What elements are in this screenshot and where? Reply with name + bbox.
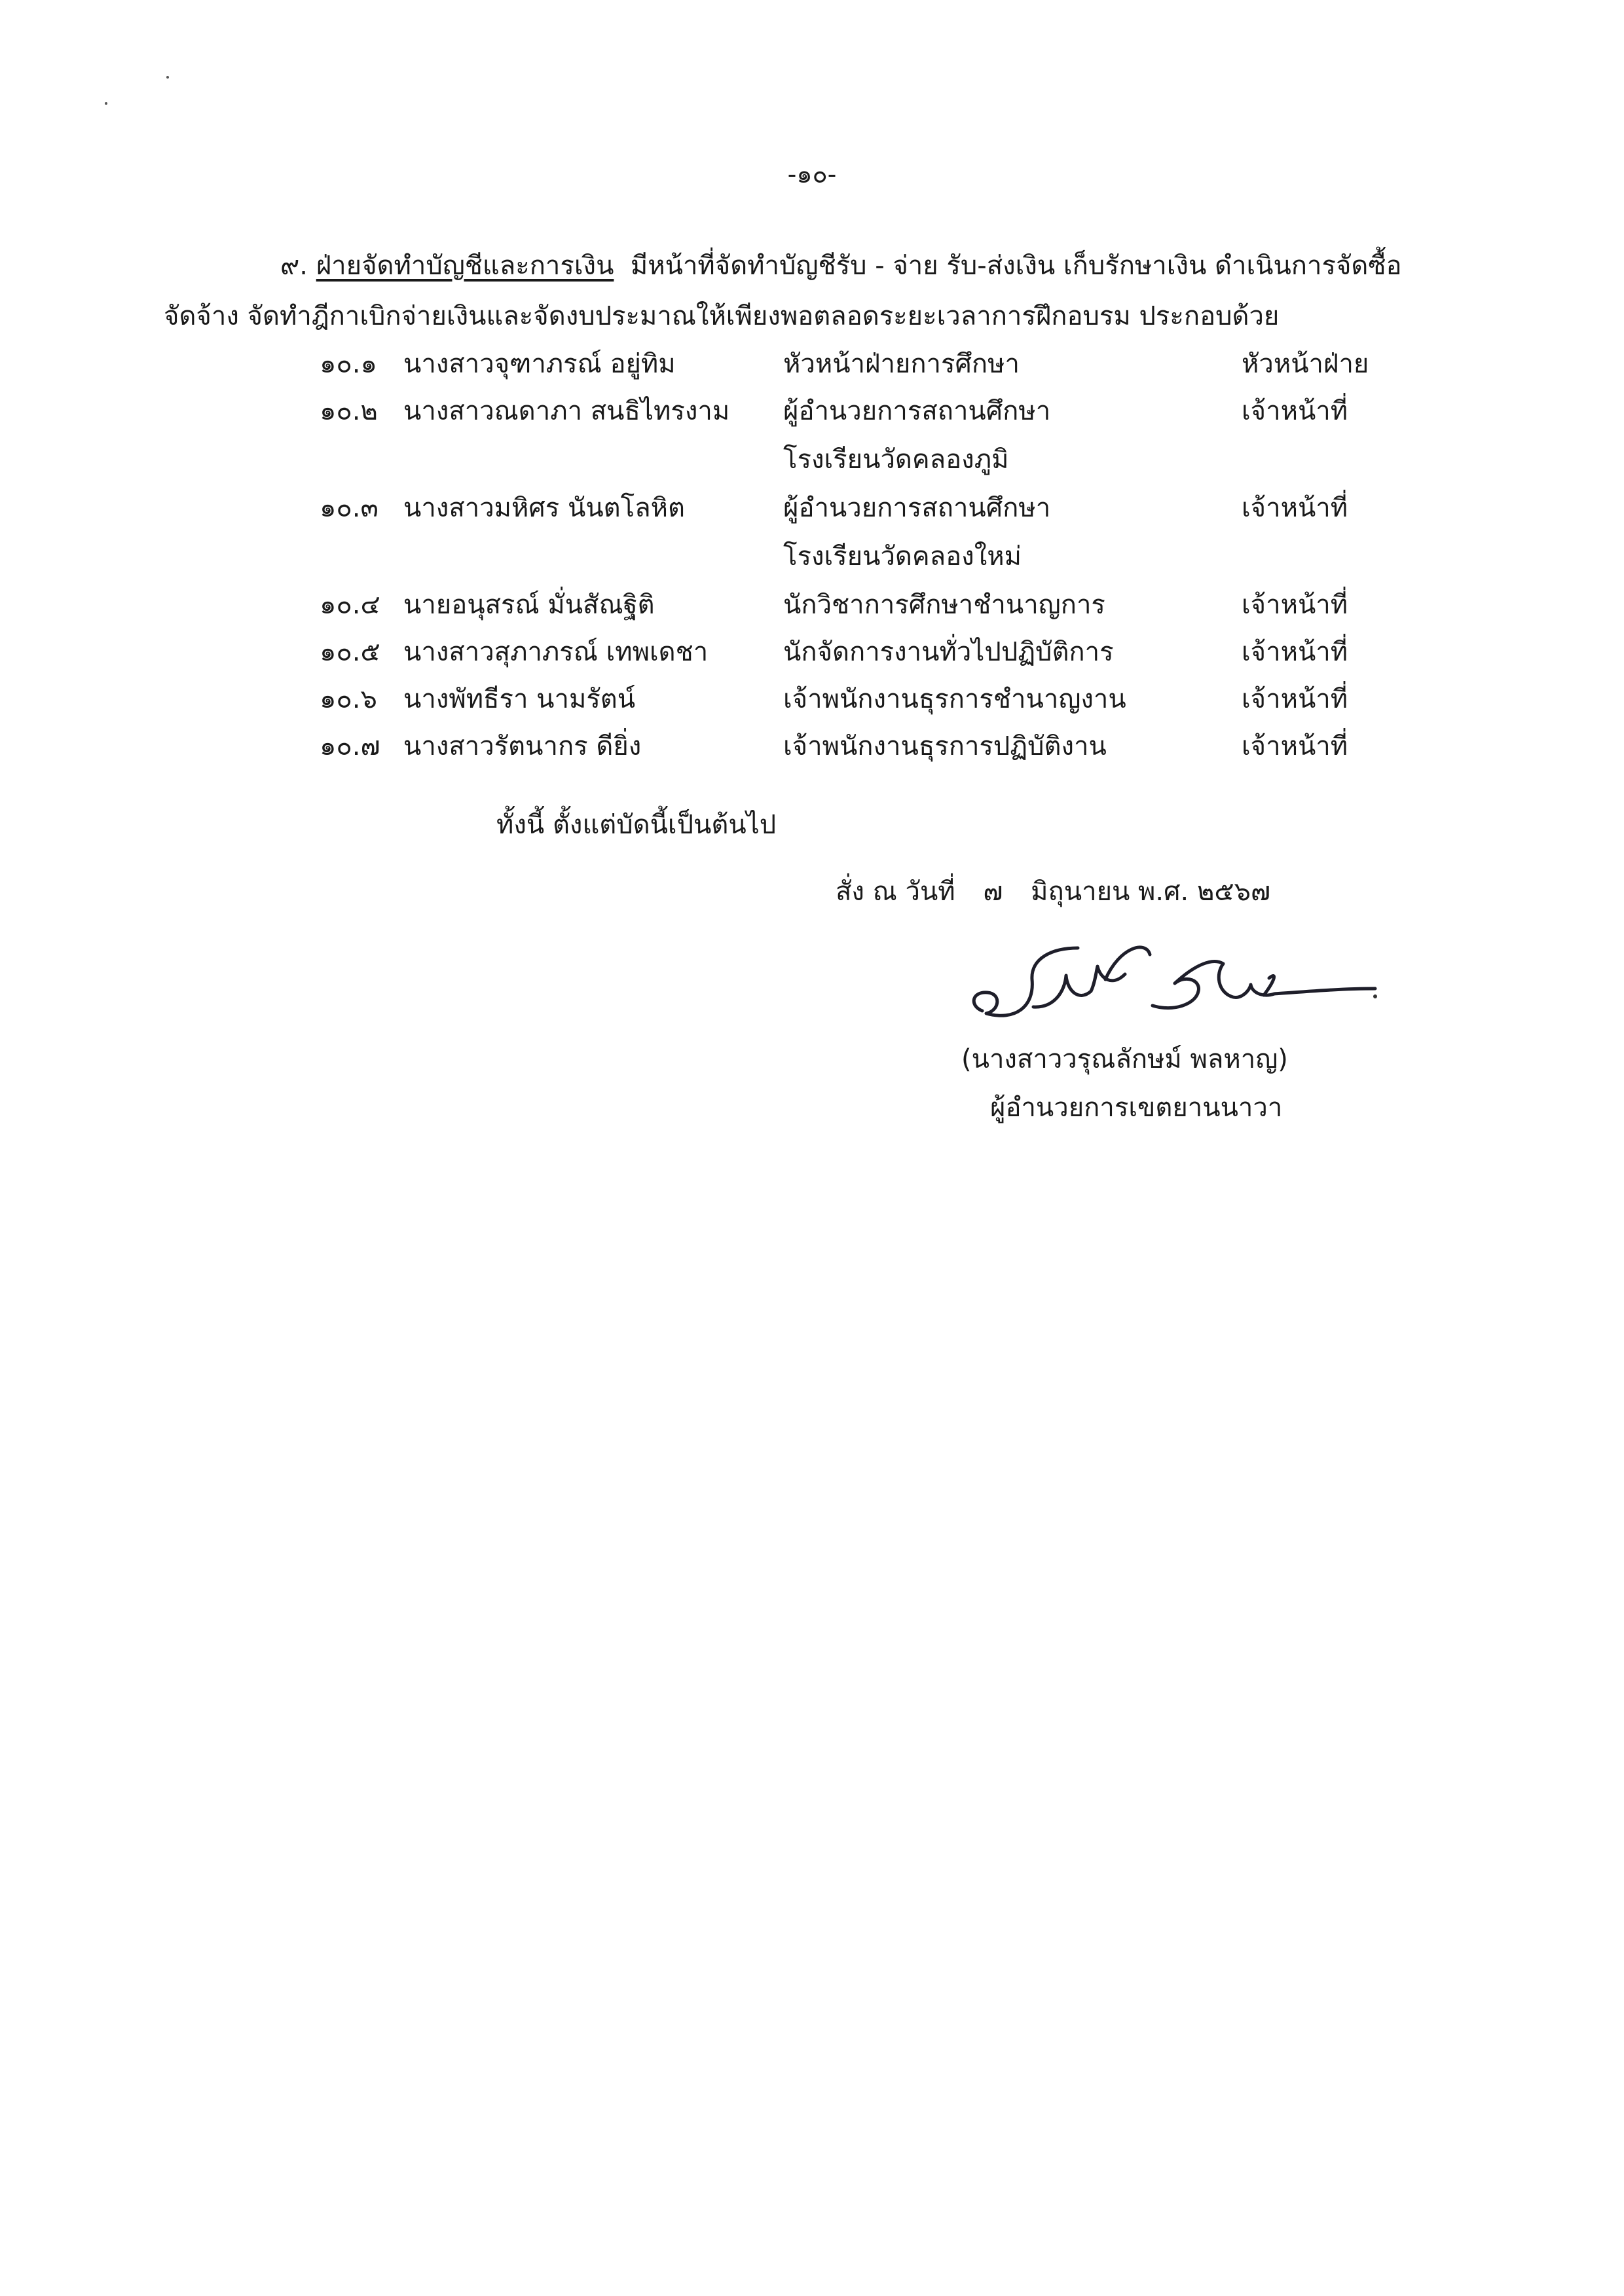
member-number: ๑๐.๖ <box>320 684 377 714</box>
scan-speck <box>105 102 107 105</box>
member-name: นางสาวจุฑาภรณ์ อยู่ทิม <box>403 349 676 379</box>
member-number: ๑๐.๔ <box>320 590 380 620</box>
member-number: ๑๐.๗ <box>320 731 380 761</box>
member-position: หัวหน้าฝ่ายการศึกษา <box>783 349 1020 379</box>
member-number: ๑๐.๓ <box>320 493 378 523</box>
member-role: หัวหน้าฝ่าย <box>1242 349 1369 379</box>
member-number: ๑๐.๕ <box>320 637 380 667</box>
signature-dot <box>1373 994 1377 998</box>
date-month-year: มิถุนายน พ.ศ. ๒๕๖๗ <box>1031 877 1271 907</box>
member-name: นายอนุสรณ์ มั่นสัณฐิติ <box>403 590 655 620</box>
member-number: ๑๐.๒ <box>320 396 378 426</box>
member-position: ผู้อำนวยการสถานศึกษา <box>783 396 1051 426</box>
member-position: นักวิชาการศึกษาชำนาญการ <box>783 590 1105 620</box>
member-name: นางสาวมหิศร นันตโลหิต <box>403 493 685 523</box>
section-heading: ฝ่ายจัดทำบัญชีและการเงิน <box>316 251 614 281</box>
paragraph-line-2: จัดจ้าง จัดทำฎีกาเบิกจ่ายเงินและจัดงบประมาณให้เพียงพอตลอดระยะเวลาการฝึกอบรม ประกอบด้วย <box>164 301 1280 331</box>
member-role: เจ้าหน้าที่ <box>1242 493 1348 523</box>
date-day: ๗ <box>983 877 1003 907</box>
date-prefix: สั่ง ณ วันที่ <box>836 877 955 907</box>
member-role: เจ้าหน้าที่ <box>1242 731 1348 761</box>
member-name: นางพัทธีรา นามรัตน์ <box>403 684 636 714</box>
signer-name: (นางสาววรุณลักษม์ พลหาญ) <box>961 1044 1288 1074</box>
member-position-line-2: โรงเรียนวัดคลองภูมิ <box>783 445 1009 475</box>
member-number: ๑๐.๑ <box>320 349 377 379</box>
member-role: เจ้าหน้าที่ <box>1242 590 1348 620</box>
section-number: ๙. <box>280 251 308 281</box>
closing-statement: ทั้งนี้ ตั้งแต่บัดนี้เป็นต้นไป <box>496 810 777 840</box>
scan-speck <box>166 76 169 79</box>
paragraph-text: มีหน้าที่จัดทำบัญชีรับ - จ่าย รับ-ส่งเงิน เก็บรักษาเงิน ดำเนินการจัดซื้อ <box>630 251 1402 281</box>
member-position: เจ้าพนักงานธุรการปฏิบัติงาน <box>783 731 1107 761</box>
member-position: เจ้าพนักงานธุรการชำนาญงาน <box>783 684 1126 714</box>
signer-title: ผู้อำนวยการเขตยานนาวา <box>990 1093 1283 1123</box>
handwritten-signature <box>956 928 1382 1053</box>
member-position: นักจัดการงานทั่วไปปฏิบัติการ <box>783 637 1114 667</box>
member-role: เจ้าหน้าที่ <box>1242 396 1348 426</box>
member-position: ผู้อำนวยการสถานศึกษา <box>783 493 1051 523</box>
page-number: -๑๐- <box>787 160 837 189</box>
member-name: นางสาวสุภาภรณ์ เทพเดชา <box>403 637 709 667</box>
member-name: นางสาวณดาภา สนธิไทรงาม <box>403 396 730 426</box>
order-date <box>836 873 1270 910</box>
member-role: เจ้าหน้าที่ <box>1242 637 1348 667</box>
paragraph-line-1 <box>280 247 1402 284</box>
member-role: เจ้าหน้าที่ <box>1242 684 1348 714</box>
member-name: นางสาวรัตนากร ดียิ่ง <box>403 731 642 761</box>
member-position-line-2: โรงเรียนวัดคลองใหม่ <box>783 541 1022 572</box>
